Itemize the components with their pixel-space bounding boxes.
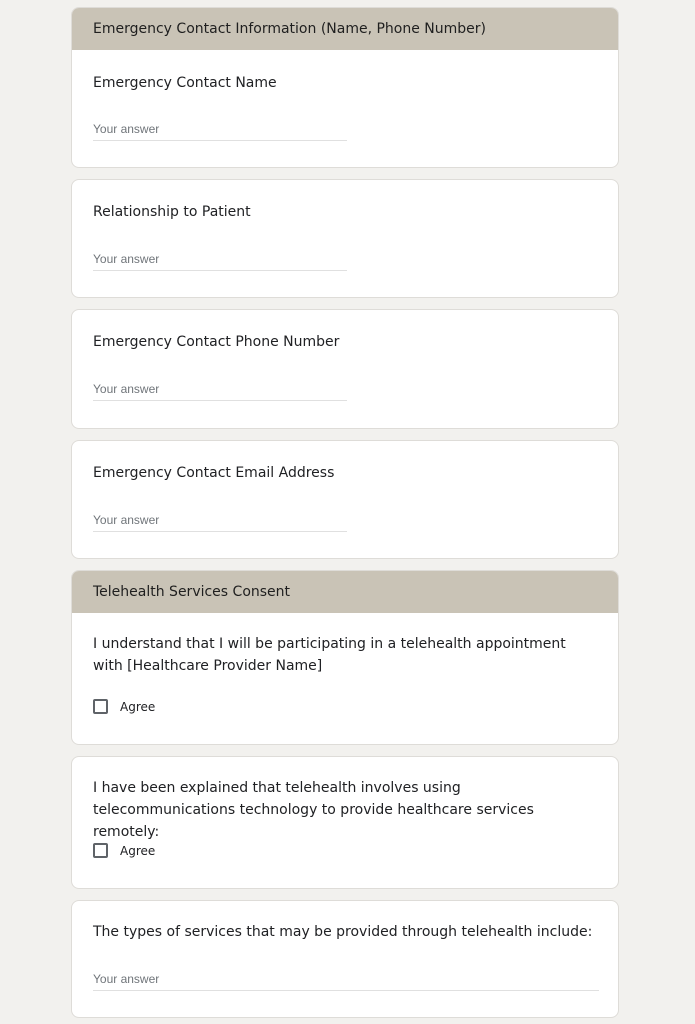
question-label: Relationship to Patient [93, 204, 251, 220]
question-label: Emergency Contact Email Address [93, 465, 335, 481]
checkbox-label: Agree [120, 843, 156, 858]
checkbox-label: Agree [120, 699, 156, 714]
question-label: Emergency Contact Name [93, 75, 277, 91]
checkbox-icon[interactable] [93, 699, 108, 714]
section-card-telehealth-consent [71, 570, 619, 745]
relationship-input[interactable] [93, 252, 347, 271]
question-card [71, 756, 619, 889]
question-label: I have been explained that telehealth involves using telecommunications technology to provide healthcare services remotely: [93, 780, 534, 840]
agree-checkbox-appointment[interactable] [93, 699, 155, 714]
agree-checkbox-telecommunications[interactable] [93, 843, 155, 858]
section-card-emergency-contact [71, 7, 619, 168]
question-label: The types of services that may be provided through telehealth include: [93, 924, 593, 940]
question-label: Emergency Contact Phone Number [93, 334, 340, 350]
section-title: Telehealth Services Consent [72, 571, 618, 613]
question-card [71, 309, 619, 429]
emergency-contact-name-input[interactable] [93, 122, 347, 141]
question-label: I understand that I will be participating in a telehealth appointment with [Healthcare Provider Name] [93, 636, 566, 674]
section-title: Emergency Contact Information (Name, Phone Number) [72, 8, 618, 50]
question-card [71, 440, 619, 559]
emergency-phone-input[interactable] [93, 382, 347, 401]
telehealth-services-input[interactable] [93, 972, 599, 991]
checkbox-icon[interactable] [93, 843, 108, 858]
emergency-email-input[interactable] [93, 513, 347, 532]
question-card [71, 900, 619, 1018]
question-card [71, 179, 619, 298]
